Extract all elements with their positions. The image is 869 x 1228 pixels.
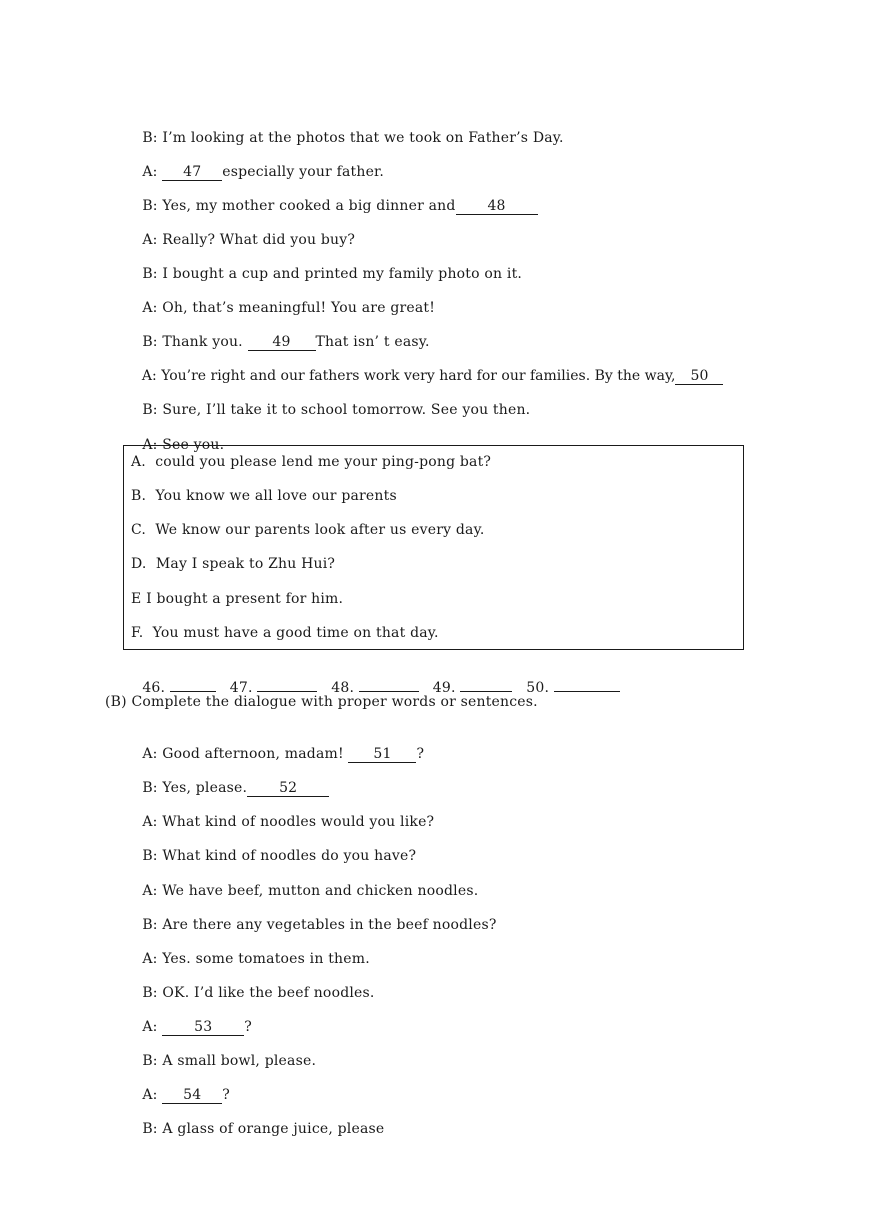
line-text: OK. I’d like the beef noodles. bbox=[162, 985, 375, 1001]
dialogue-line bbox=[133, 761, 329, 797]
line-text: Yes, my mother cooked a big dinner and bbox=[162, 198, 456, 214]
answer-field-46[interactable] bbox=[170, 677, 216, 692]
option-item: C. We know our parents look after us every day. bbox=[131, 522, 485, 538]
answer-blank-48[interactable] bbox=[456, 198, 538, 215]
speaker-label: A: bbox=[142, 437, 158, 453]
line-text: A small bowl, please. bbox=[162, 1053, 317, 1069]
dialogue-line bbox=[133, 281, 435, 317]
option-item: E I bought a present for him. bbox=[131, 591, 344, 607]
dialogue-line bbox=[133, 1000, 252, 1036]
line-text: Oh, that’s meaningful! You are great! bbox=[162, 300, 436, 316]
speaker-label: B: bbox=[142, 198, 158, 214]
line-text: Thank you. bbox=[162, 334, 243, 350]
blank-number: 54 bbox=[183, 1087, 202, 1103]
speaker-label: A: bbox=[142, 746, 158, 762]
line-text: I bought a cup and printed my family photo on it. bbox=[162, 266, 523, 282]
line-text: That isn’ t easy. bbox=[315, 334, 430, 350]
speaker-label: B: bbox=[142, 334, 158, 350]
dialogue-line bbox=[133, 179, 538, 215]
dialogue-line bbox=[133, 247, 522, 283]
options-box bbox=[123, 445, 744, 650]
blank-number: 47 bbox=[183, 164, 202, 180]
blank-number: 53 bbox=[194, 1019, 213, 1035]
option-item: F. You must have a good time on that day. bbox=[131, 625, 439, 641]
blank-number: 48 bbox=[487, 198, 506, 214]
speaker-label: A: bbox=[142, 300, 158, 316]
line-text: ? bbox=[416, 746, 425, 762]
speaker-label: A: bbox=[142, 1019, 158, 1035]
line-text: What kind of noodles would you like? bbox=[162, 814, 435, 830]
dialogue-line bbox=[133, 795, 434, 831]
speaker-label: B: bbox=[142, 130, 158, 146]
blank-number: 51 bbox=[373, 746, 392, 762]
line-text: I’m looking at the photos that we took on Father’s Day. bbox=[162, 130, 564, 146]
line-text: Good afternoon, madam! bbox=[162, 746, 344, 762]
dialogue-line bbox=[133, 1102, 384, 1138]
answer-label: 50. bbox=[526, 680, 550, 696]
dialogue-line bbox=[133, 1034, 316, 1070]
answer-field-49[interactable] bbox=[460, 677, 512, 692]
line-text: ? bbox=[222, 1087, 230, 1103]
option-item: D. May I speak to Zhu Hui? bbox=[131, 556, 336, 572]
blank-number: 50 bbox=[690, 368, 709, 384]
dialogue-line bbox=[133, 829, 416, 865]
option-item: A. could you please lend me your ping-pong bat? bbox=[131, 454, 492, 470]
dialogue-line bbox=[133, 1068, 230, 1104]
answer-blank-50[interactable] bbox=[675, 368, 723, 385]
line-text: What kind of noodles do you have? bbox=[162, 848, 417, 864]
line-text: A glass of orange juice, please bbox=[162, 1121, 385, 1137]
answer-label: 49. bbox=[432, 680, 456, 696]
answer-field-50[interactable] bbox=[554, 677, 620, 692]
line-text: especially your father. bbox=[222, 164, 385, 180]
speaker-label: A: bbox=[142, 164, 158, 180]
line-text: Yes, please. bbox=[162, 780, 248, 796]
answer-row bbox=[133, 659, 620, 697]
answer-label: 47. bbox=[229, 680, 253, 696]
speaker-label: A: bbox=[142, 814, 158, 830]
line-text: ? bbox=[244, 1019, 252, 1035]
speaker-label: B: bbox=[142, 848, 158, 864]
dialogue-line bbox=[133, 966, 375, 1002]
line-text: See you. bbox=[162, 437, 225, 453]
speaker-label: B: bbox=[142, 1053, 158, 1069]
blank-number: 52 bbox=[279, 780, 298, 796]
speaker-label: B: bbox=[142, 780, 158, 796]
line-text: Yes. some tomatoes in them. bbox=[162, 951, 370, 967]
dialogue-line bbox=[133, 727, 424, 763]
dialogue-line bbox=[133, 864, 478, 900]
speaker-label: B: bbox=[142, 266, 158, 282]
answer-field-48[interactable] bbox=[359, 677, 419, 692]
speaker-label: B: bbox=[142, 402, 158, 418]
section-heading: (B) Complete the dialogue with proper words or sentences. bbox=[105, 694, 538, 710]
dialogue-line bbox=[133, 932, 370, 968]
answer-blank-51[interactable] bbox=[348, 746, 416, 763]
answer-field-47[interactable] bbox=[257, 677, 317, 692]
speaker-label: B: bbox=[142, 1121, 158, 1137]
dialogue-line bbox=[133, 145, 384, 181]
speaker-label: A: bbox=[142, 1087, 158, 1103]
speaker-label: A: bbox=[142, 951, 158, 967]
speaker-label: A: bbox=[141, 368, 157, 384]
dialogue-line bbox=[133, 349, 723, 385]
dialogue-line bbox=[133, 383, 530, 419]
dialogue-line bbox=[133, 213, 355, 249]
line-text: Really? What did you buy? bbox=[162, 232, 356, 248]
answer-label: 46. bbox=[142, 680, 166, 696]
line-text: You’re right and our fathers work very hard for our families. By the way, bbox=[161, 368, 676, 384]
speaker-label: B: bbox=[142, 985, 158, 1001]
speaker-label: A: bbox=[142, 883, 158, 899]
dialogue-line bbox=[133, 111, 564, 147]
blank-number: 49 bbox=[272, 334, 291, 350]
answer-label: 48. bbox=[331, 680, 355, 696]
speaker-label: B: bbox=[142, 917, 158, 933]
speaker-label: A: bbox=[142, 232, 158, 248]
line-text: Are there any vegetables in the beef noodles? bbox=[162, 917, 497, 933]
line-text: Sure, I’ll take it to school tomorrow. See you then. bbox=[162, 402, 531, 418]
option-item: B. You know we all love our parents bbox=[131, 488, 397, 504]
dialogue-line bbox=[133, 898, 497, 934]
dialogue-line bbox=[133, 315, 430, 351]
line-text: We have beef, mutton and chicken noodles. bbox=[162, 883, 479, 899]
